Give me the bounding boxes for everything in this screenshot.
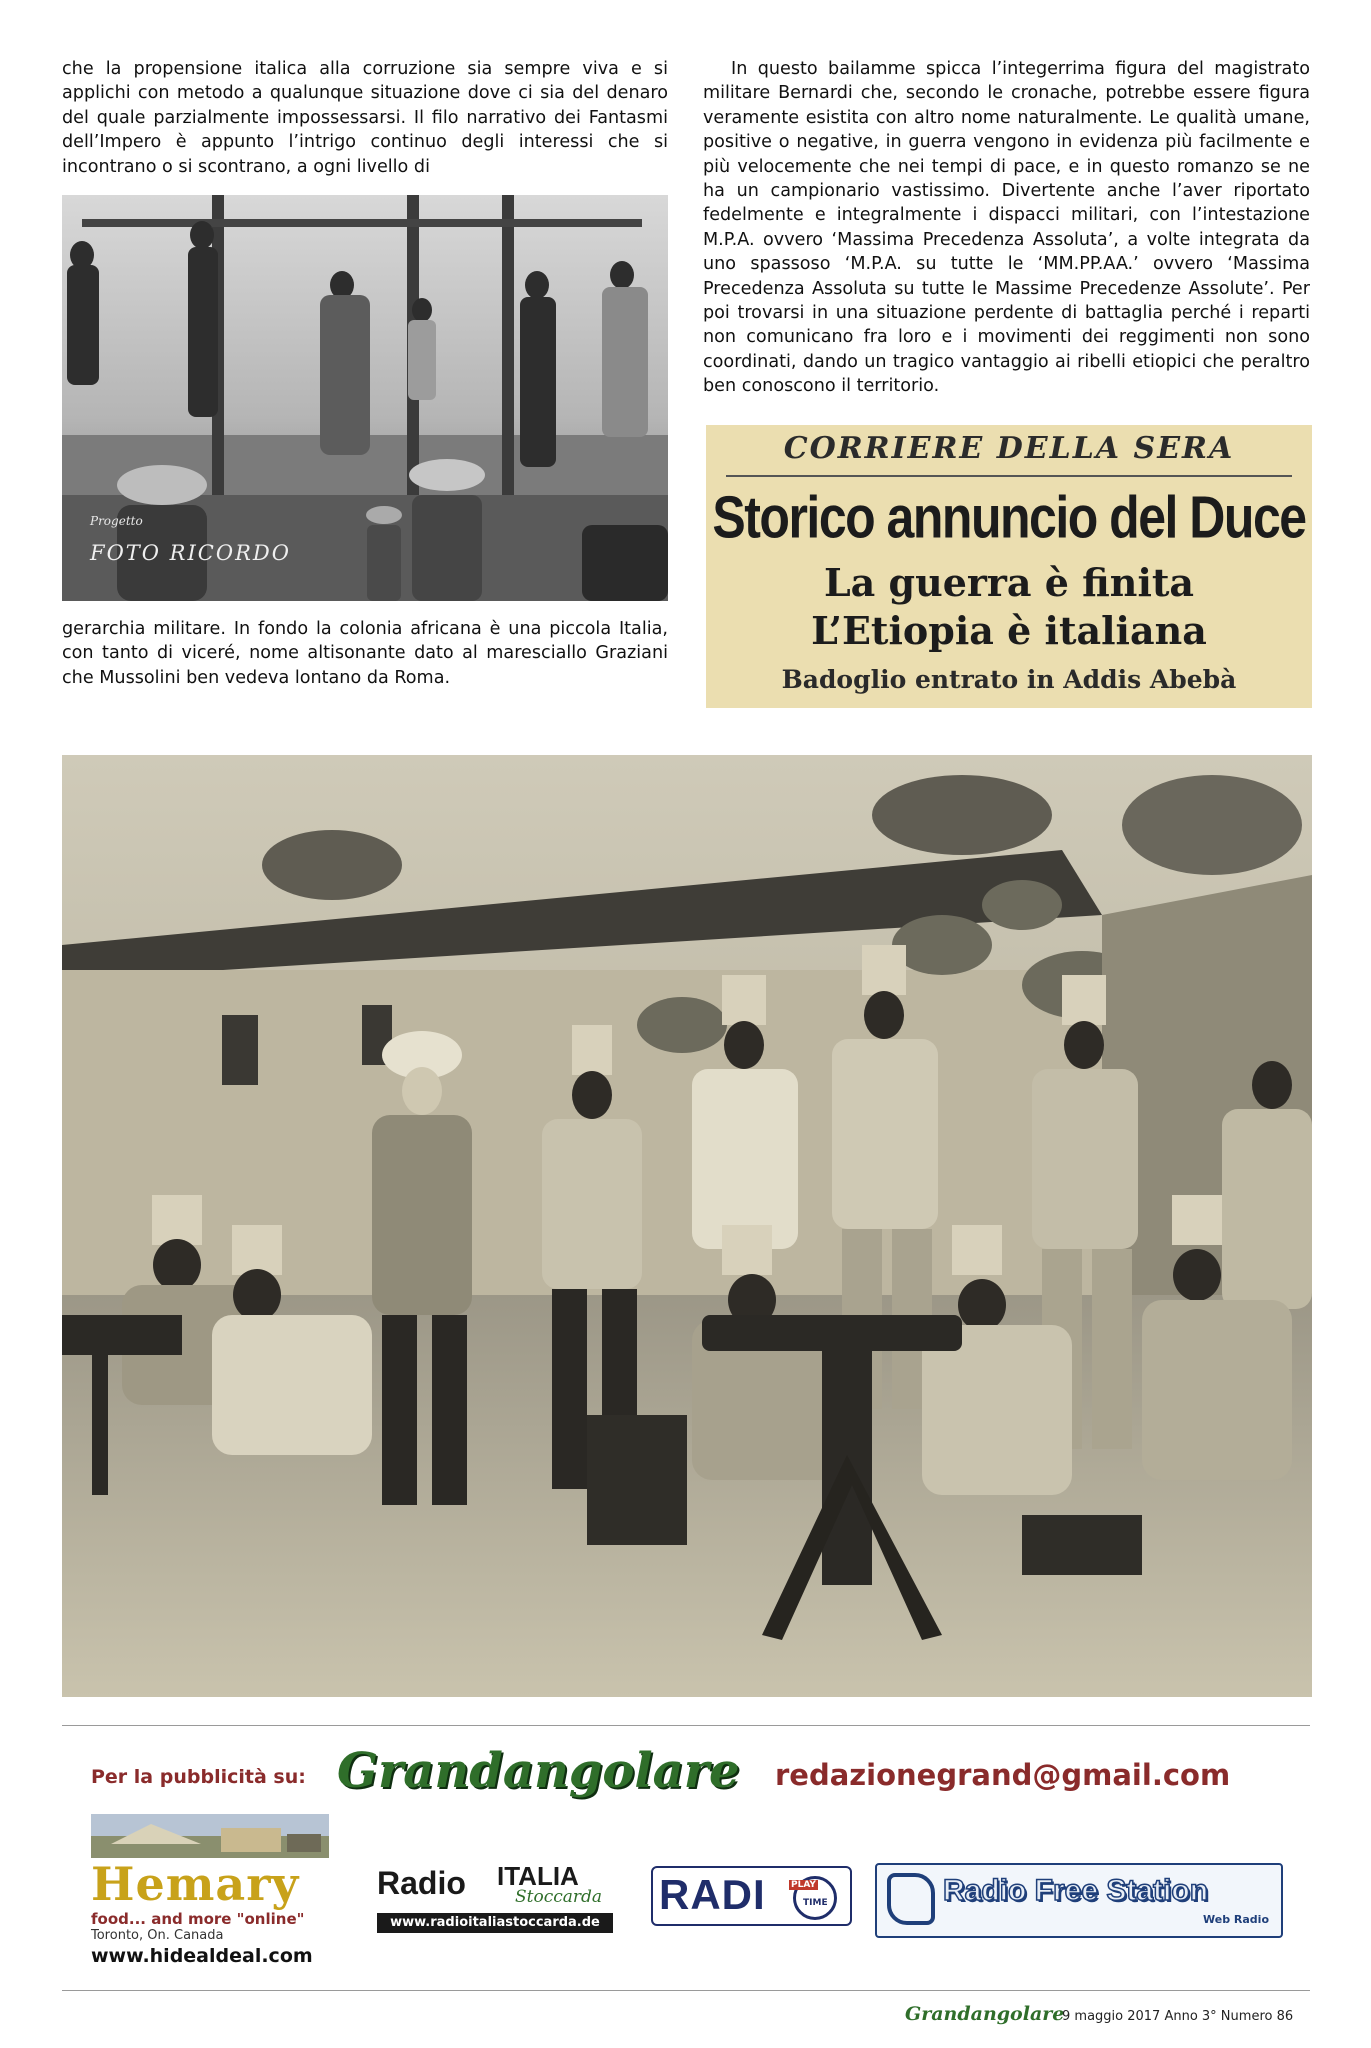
photo-gallows (62, 195, 668, 601)
newspaper-headline-1: Storico annuncio del Duce (712, 484, 1306, 551)
footer-brand: Grandangolare (905, 2003, 1065, 2025)
photo-watermark-top: Progetto (90, 514, 143, 528)
playtime-word3: TIME (803, 1898, 828, 1908)
radio-free-station-ad[interactable] (875, 1863, 1283, 1938)
hemary-tagline: food... and more "online" (91, 1910, 305, 1928)
hemary-location: Toronto, On. Canada (91, 1928, 224, 1943)
separator-bottom (62, 1990, 1310, 1991)
radio-italia-word2: ITALIA (497, 1861, 579, 1891)
photo-soldiers (62, 755, 1312, 1697)
radio-italia-word1: Radio (377, 1865, 466, 1901)
ad-email[interactable]: redazionegrand@gmail.com (775, 1758, 1231, 1792)
brand-logo: Grandangolare (337, 1743, 740, 1799)
footer-issue-info: 9 maggio 2017 Anno 3° Numero 86 (1062, 2009, 1294, 2024)
article-column-1-top: che la propensione italica alla corruzione sia sempre viva e si applichi con metodo a qualunque situazione dove ci sia del denaro del quale parzialmente impossessarsi. Il filo narrativo dei Fantasmi dell’Impero è appunto l’intrigo continuo degli interessi che si incontrano o si scontrano, a ogni livello di (62, 59, 668, 177)
radio-italia-url[interactable]: www.radioitaliastoccarda.de (377, 1913, 613, 1933)
article-column-2: In questo bailamme spicca l’integerrima figura del magistrato militare Bernardi che, secondo le cronache, potrebbe essere figura veramente esistita con altro nome naturalmente. Le qualità umane, positive o negative, in guerra vengono in evidenza più facilmente e più velocemente che nei tempi di pace, e in questo romanzo se ne ha un campionario vastissimo. Divertente anche l’aver riportato fedelmente e integralmente i dispacci militari, con l’intestazione M.P.A. ovvero ‘Massima Precedenza Assoluta’, a volte integrata da uno spassoso ‘M.P.A. su tutte le ‘MM.PP.AA.’ ovvero ‘Massima Precedenza Assoluta su tutte le Massime Precedenze Assolute’. Per poi trovarsi in una situazione perdente di battaglia perché i reparti non comunicano fra loro e i movimenti dei reggimenti non sono coordinati, dando un tragico vantaggio ai ribelli etiopici che peraltro ben conoscono il territorio. (703, 59, 1310, 397)
playtime-word2: PLAY (791, 1880, 816, 1890)
ad-label: Per la pubblicità su: (91, 1766, 306, 1788)
hemary-ad[interactable] (91, 1814, 329, 1984)
radio-italia-word3: Stoccarda (515, 1887, 603, 1907)
photo-watermark-bottom: FOTO RICORDO (90, 541, 291, 565)
radio-playtime-ad[interactable] (651, 1866, 852, 1926)
separator-top (62, 1725, 1310, 1726)
newspaper-clipping (706, 425, 1312, 708)
newspaper-headline-2: La guerra è finita (823, 560, 1195, 605)
free-station-icon (887, 1873, 935, 1925)
hemary-banner-image (91, 1814, 329, 1858)
newspaper-headline-4: Badoglio entrato in Addis Abebà (781, 665, 1237, 694)
newspaper-masthead: CORRIERE DELLA SERA (783, 431, 1235, 466)
hemary-url[interactable]: www.hidealdeal.com (91, 1945, 313, 1967)
article-column-1-bottom: gerarchia militare. In fondo la colonia africana è una piccola Italia, con tanto di viceré, nome altisonante dato al maresciallo Graziani che Mussolini ben vedeva lontano da Roma. (62, 619, 668, 688)
free-station-sub: Web Radio (1203, 1913, 1269, 1926)
free-station-name: Radio Free Station (943, 1874, 1209, 1907)
radio-italia-ad[interactable] (377, 1861, 615, 1941)
playtime-word1: RADI (659, 1871, 766, 1918)
newspaper-headline-3: L’Etiopia è italiana (811, 608, 1207, 653)
hemary-name: Hemary (91, 1857, 300, 1911)
